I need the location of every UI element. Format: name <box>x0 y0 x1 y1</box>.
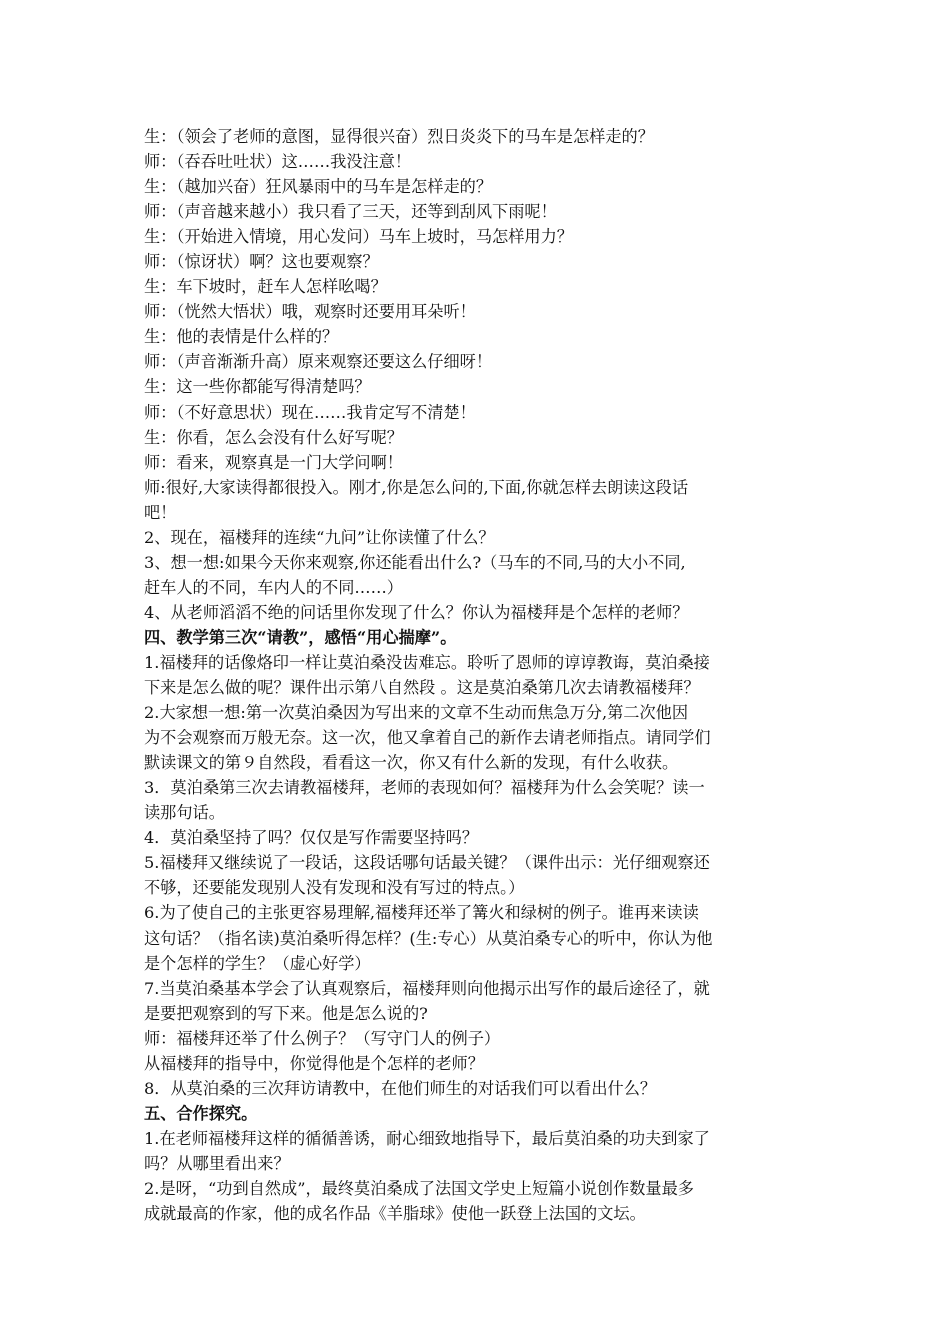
text-line: 生：车下坡时，赶车人怎样吆喝？ <box>144 277 387 297</box>
text-line: 师：（不好意思状）现在……我肯定写不清楚！ <box>144 402 476 422</box>
text-line: 4、从老师滔滔不绝的问话里你发现了什么？你认为福楼拜是个怎样的老师？ <box>144 602 689 622</box>
text-line: 从福楼拜的指导中，你觉得他是个怎样的老师？ <box>144 1053 484 1073</box>
text-line: 吧！ <box>144 502 177 522</box>
text-line: 默读课文的第９自然段，看看这一次，你又有什么新的发现，有什么收获。 <box>144 753 679 773</box>
text-line: 是个怎样的学生？（虚心好学） <box>144 953 371 973</box>
text-line: 生：（领会了老师的意图，显得很兴奋）烈日炎炎下的马车是怎样走的？ <box>144 127 654 146</box>
text-line: 为不会观察而万般无奈。这一次，他又拿着自己的新作去请老师指点。请同学们 <box>144 728 711 748</box>
document-body <box>144 124 808 1226</box>
text-line: 2、现在，福楼拜的连续“九问”让你读懂了什么？ <box>144 527 495 547</box>
text-line: 1.福楼拜的话像烙印一样让莫泊桑没齿难忘。聆听了恩师的谆谆教诲，莫泊桑接 <box>144 652 710 672</box>
text-line: 师：（声音渐渐升高）原来观察还要这么仔细呀！ <box>144 352 493 372</box>
text-line: 成就最高的作家，他的成名作品《羊脂球》使他一跃登上法国的文坛。 <box>144 1204 646 1224</box>
text-line: 师：看来，观察真是一门大学问啊！ <box>144 452 403 472</box>
section-heading: 四、教学第三次“请教”，感悟“用心揣摩”。 <box>144 627 457 647</box>
text-line: 读那句话。 <box>144 803 225 823</box>
text-line: 生：（开始进入情境，用心发问）马车上坡时，马怎样用力？ <box>144 227 573 247</box>
text-line: 师：（恍然大悟状）哦，观察时还要用耳朵听！ <box>144 302 476 322</box>
text-line: 生：这一些你都能写得清楚吗？ <box>144 377 371 397</box>
text-line: 是要把观察到的写下来。他是怎么说的? <box>144 1003 428 1023</box>
text-line: 生：他的表情是什么样的？ <box>144 327 339 347</box>
text-line: 这句话？（指名读)莫泊桑听得怎样？(生:专心）从莫泊桑专心的听中，你认为他 <box>144 928 713 948</box>
text-line: 下来是怎么做的呢？课件出示第八自然段 。这是莫泊桑第几次去请教福楼拜？ <box>144 678 700 698</box>
text-line: 2.是呀，“功到自然成”，最终莫泊桑成了法国文学史上短篇小说创作数量最多 <box>144 1178 694 1198</box>
text-line: 师:很好,大家读得都很投入。刚才,你是怎么问的,下面,你就怎样去朗读这段话 <box>144 477 689 497</box>
text-line: 4．莫泊桑坚持了吗？仅仅是写作需要坚持吗？ <box>144 828 479 848</box>
text-line: 师：（声音越来越小）我只看了三天，还等到刮风下雨呢！ <box>144 202 557 222</box>
text-line: 生：（越加兴奋）狂风暴雨中的马车是怎样走的？ <box>144 177 493 197</box>
text-line: 3、想一想:如果今天你来观察,你还能看出什么?（马车的不同,马的大小不同, <box>144 552 686 572</box>
text-line: 3．莫泊桑第三次去请教福楼拜，老师的表现如何？福楼拜为什么会笑呢？读一 <box>144 778 705 798</box>
text-line: 不够，还要能发现别人没有发现和没有写过的特点。） <box>144 878 525 898</box>
text-line: 师：（惊讶状）啊？这也要观察？ <box>144 252 379 272</box>
text-line: 师：（吞吞吐吐状）这……我没注意！ <box>144 152 412 172</box>
text-line: 5.福楼拜又继续说了一段话，这段话哪句话最关键？（课件出示：光仔细观察还 <box>144 853 710 873</box>
text-line: 2.大家想一想:第一次莫泊桑因为写出来的文章不生动而焦急万分,第二次他因 <box>144 703 689 723</box>
text-line: 1.在老师福楼拜这样的循循善诱，耐心细致地指导下，最后莫泊桑的功夫到家了 <box>144 1128 710 1148</box>
text-line: 生：你看，怎么会没有什么好写呢？ <box>144 427 403 447</box>
text-line: 7.当莫泊桑基本学会了认真观察后，福楼拜则向他揭示出写作的最后途径了，就 <box>144 978 710 998</box>
section-heading: 五、合作探究。 <box>144 1103 258 1123</box>
text-line: 吗？从哪里看出来？ <box>144 1153 290 1173</box>
text-line: 师：福楼拜还举了什么例子？（写守门人的例子） <box>144 1028 501 1048</box>
text-line: 8．从莫泊桑的三次拜访请教中，在他们师生的对话我们可以看出什么？ <box>144 1078 657 1098</box>
text-line: 赶车人的不同，车内人的不同……） <box>144 577 403 597</box>
text-line: 6.为了使自己的主张更容易理解,福楼拜还举了篝火和绿树的例子。谁再来读读 <box>144 903 699 923</box>
